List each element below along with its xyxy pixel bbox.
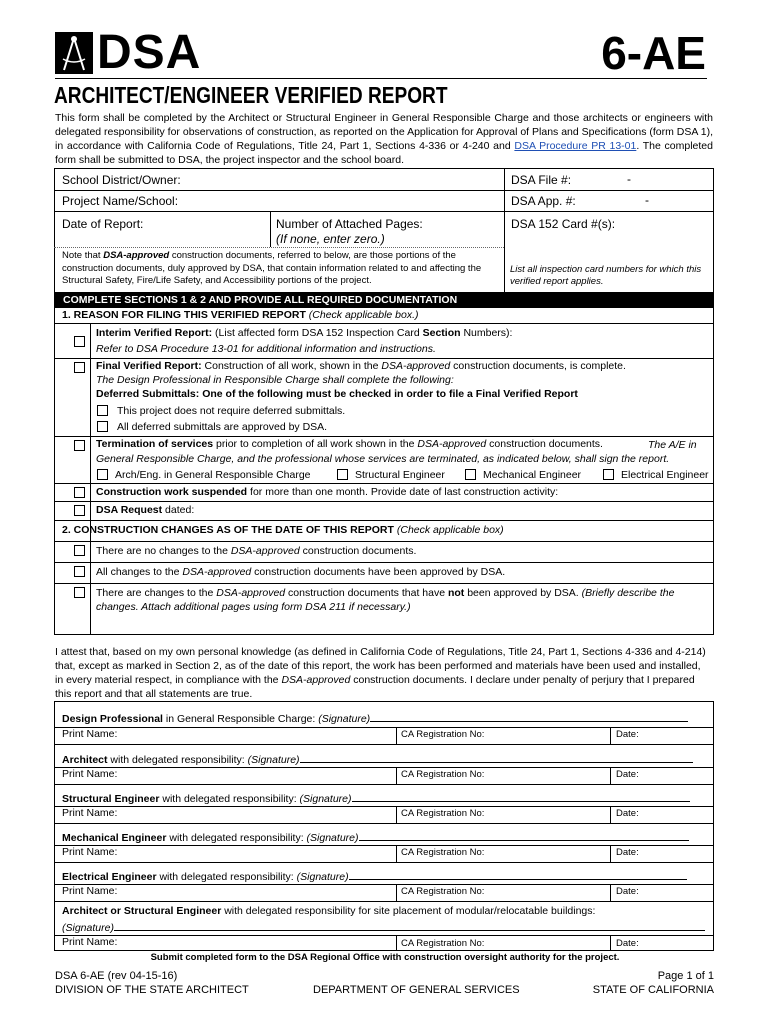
termination-note-wrap: The A/E in General Responsible Charge, and the professional whose services are terminated, as indicated below, shall sign the report. (96, 439, 697, 465)
signature-line[interactable] (352, 792, 690, 802)
section-bar-text: COMPLETE SECTIONS 1 & 2 AND PROVIDE ALL REQUIRED DOCUMENTATION (63, 294, 458, 306)
dsa-request-checkbox[interactable] (74, 505, 85, 516)
section1-heading: 1. REASON FOR FILING THIS VERIFIED REPORT (Check applicable box.) (62, 309, 419, 321)
deferred-heading: Deferred Submittals: One of the following must be checked in order to file a Final Verified Report (96, 388, 578, 400)
term-structural-label: Structural Engineer (355, 469, 445, 481)
no-deferred-label: This project does not require deferred submittals. (117, 405, 346, 417)
all-approved-checkbox[interactable] (74, 566, 85, 577)
header-rule (55, 78, 707, 79)
page-title: ARCHITECT/ENGINEER VERIFIED REPORT (54, 82, 448, 108)
term-arch-checkbox[interactable] (97, 469, 108, 480)
no-deferred-checkbox[interactable] (97, 405, 108, 416)
app-dash: - (645, 193, 649, 207)
not-approved-checkbox[interactable] (74, 587, 85, 598)
card-hint: List all inspection card numbers for which this verified report applies. (510, 264, 702, 287)
term-arch-label: Arch/Eng. in General Responsible Charge (115, 469, 311, 481)
footer-page: Page 1 of 1 (657, 970, 714, 982)
term-mechanical-label: Mechanical Engineer (483, 469, 582, 481)
file-dash: - (627, 172, 631, 186)
attached-hint: (If none, enter zero.) (276, 232, 385, 246)
interim-note: Refer to DSA Procedure 13-01 for additional information and instructions. (96, 343, 436, 355)
interim-text: Interim Verified Report: (List affected form DSA 152 Inspection Card Section Numbers): (96, 327, 513, 339)
term-mechanical-checkbox[interactable] (465, 469, 476, 480)
signature-line[interactable] (114, 921, 705, 931)
no-changes-text: There are no changes to the DSA-approved construction documents. (96, 545, 417, 557)
no-changes-checkbox[interactable] (74, 545, 85, 556)
form-number: 6-AE (601, 27, 706, 79)
not-approved-text: There are changes to the DSA-approved construction documents that have not been approved by DSA. (Briefly describe the changes. Attach additional pages using form DSA 211 if necessary.) (96, 587, 675, 613)
all-approved-text: All changes to the DSA-approved construction documents have been approved by DSA. (96, 566, 506, 578)
signature-line[interactable] (370, 712, 688, 722)
final-text: Final Verified Report: Construction of all work, shown in the DSA-approved construction documents, is complete. (96, 360, 626, 372)
card-label: DSA 152 Card #(s): (511, 217, 616, 231)
termination-checkbox[interactable] (74, 440, 85, 451)
suspended-checkbox[interactable] (74, 487, 85, 498)
dsa-request-text: DSA Request dated: (96, 504, 195, 516)
attestation-paragraph: I attest that, based on my own personal knowledge (as defined in California Code of Regulations, Title 24, Part 1, Sections 4-336 and 4-214) that, except as marked in Section 2, as of the date of this report, the work has been performed and materials have been used and installed, in every material respect, in compliance with the DSA-approved construction documents. I declare under penalty of perjury that I prepared this report and that all statements are true. (55, 646, 706, 700)
termination-text: Termination of services prior to completion of all work shown in the DSA-approved construction documents. (96, 438, 603, 450)
signature-line[interactable] (359, 831, 689, 841)
signature-line[interactable] (300, 753, 693, 763)
date-label: Date of Report: (62, 217, 144, 231)
file-label: DSA File #: (511, 173, 572, 187)
procedure-link[interactable]: DSA Procedure PR 13-01 (514, 140, 637, 152)
footer-state: STATE OF CALIFORNIA (592, 984, 714, 996)
project-label: Project Name/School: (62, 194, 179, 208)
section2-heading: 2. CONSTRUCTION CHANGES AS OF THE DATE OF THIS REPORT (Check applicable box) (62, 524, 504, 536)
footer-division: DIVISION OF THE STATE ARCHITECT (55, 984, 249, 996)
footer-dept: DEPARTMENT OF GENERAL SERVICES (313, 984, 520, 996)
attached-label: Number of Attached Pages: (276, 217, 423, 231)
logo-text: DSA (97, 26, 202, 79)
signature-line[interactable] (349, 870, 687, 880)
interim-checkbox[interactable] (74, 336, 85, 347)
footer-form-rev: DSA 6-AE (rev 04-15-16) (55, 970, 178, 982)
note-paragraph: Note that DSA-approved construction documents, referred to below, are those portions of the construction documents, duly approved by DSA, that contain information related to and affecting the Structural Safety, Fire/Life Safety, and Accessibility portions of the project. (62, 250, 482, 286)
term-structural-checkbox[interactable] (337, 469, 348, 480)
school-label: School District/Owner: (62, 173, 181, 187)
intro-paragraph: This form shall be completed by the Architect or Structural Engineer in General Responsible Charge and those architects or engineers with delegated responsibility for observations of construction, as reported on the Application for Approval of Plans and Specifications (form DSA 1), in accordance with California Code of Regulations, Title 24, Part 1, Sections 4-336 or 4-240 and DSA Procedure PR 13-01. The completed form shall be submitted to DSA, the project inspector and the school board. (55, 112, 713, 166)
final-note: The Design Professional in Responsible Charge shall complete the following: (96, 374, 454, 386)
dsa-logo (55, 26, 217, 79)
term-electrical-checkbox[interactable] (603, 469, 614, 480)
term-electrical-label: Electrical Engineer (621, 469, 709, 481)
compass-icon (55, 32, 93, 74)
app-label: DSA App. #: (511, 194, 576, 208)
final-checkbox[interactable] (74, 362, 85, 373)
submit-note: Submit completed form to the DSA Regional Office with construction oversight authority for the project. (150, 952, 620, 963)
suspended-text: Construction work suspended for more than one month. Provide date of last construction activity: (96, 486, 559, 498)
deferred-approved-checkbox[interactable] (97, 421, 108, 432)
deferred-approved-label: All deferred submittals are approved by DSA. (117, 421, 328, 433)
